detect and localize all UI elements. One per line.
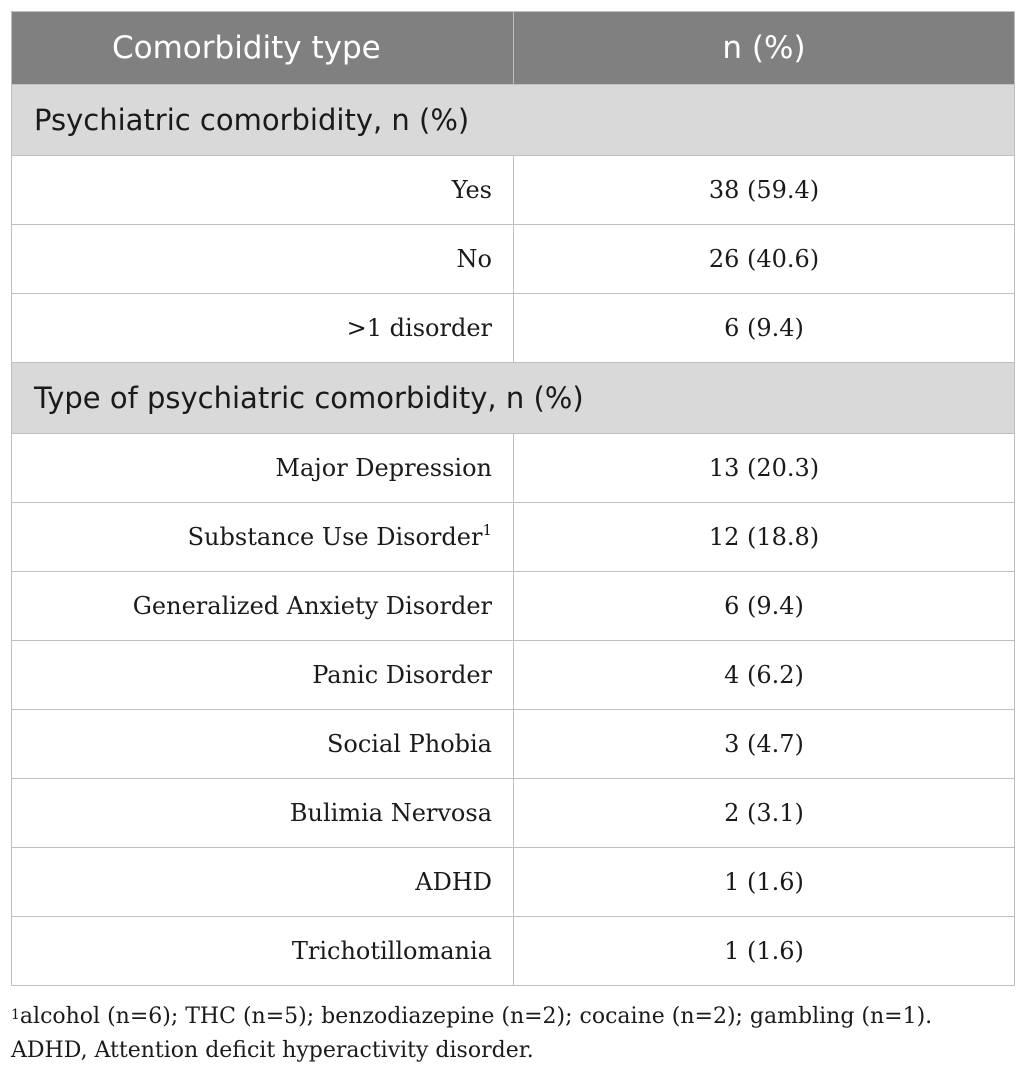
header-row [12,12,1015,85]
row-value: 26 (40.6) [514,225,1015,294]
row-label-with-footnote [12,503,514,572]
header-n-percent: n (%) [514,12,1015,85]
row-value: 13 (20.3) [514,434,1015,503]
table-row [12,503,1015,572]
row-label: Social Phobia [12,710,514,779]
table-footnotes [11,1000,1014,1068]
header-comorbidity-type: Comorbidity type [12,12,514,85]
row-label: Generalized Anxiety Disorder [12,572,514,641]
row-label: No [12,225,514,294]
footnote-text-substances: alcohol (n=6); THC (n=5); benzodiazepine (n=2); cocaine (n=2); gambling (n=1). [19,1004,933,1029]
section-title: Type of psychiatric comorbidity, n (%) [12,363,1015,434]
row-label: Yes [12,156,514,225]
row-value: 1 (1.6) [514,917,1015,986]
section-header-type-of-psychiatric-comorbidity [12,363,1015,434]
table-row [12,225,1015,294]
row-label: Trichotillomania [12,917,514,986]
table-row [12,294,1015,363]
section-header-psychiatric-comorbidity [12,85,1015,156]
row-value: 4 (6.2) [514,641,1015,710]
section-title: Psychiatric comorbidity, n (%) [12,85,1015,156]
table-row [12,156,1015,225]
table-row [12,434,1015,503]
row-label: >1 disorder [12,294,514,363]
row-label: Panic Disorder [12,641,514,710]
comorbidity-table [11,11,1015,986]
row-value: 2 (3.1) [514,779,1015,848]
row-value: 38 (59.4) [514,156,1015,225]
row-value: 12 (18.8) [514,503,1015,572]
footnote-line-1 [11,1000,1014,1034]
table-row [12,572,1015,641]
table-row [12,917,1015,986]
row-value: 1 (1.6) [514,848,1015,917]
row-label: Major Depression [12,434,514,503]
table-row [12,779,1015,848]
row-value: 6 (9.4) [514,572,1015,641]
row-label: Bulimia Nervosa [12,779,514,848]
footnote-marker: 1 [11,1007,20,1023]
row-value: 3 (4.7) [514,710,1015,779]
footnote-line-2: ADHD, Attention deficit hyperactivity disorder. [11,1038,534,1063]
row-value: 6 (9.4) [514,294,1015,363]
table-row [12,848,1015,917]
table-row [12,641,1015,710]
row-label-text: Substance Use Disorder [187,523,483,551]
row-label: ADHD [12,848,514,917]
table-row [12,710,1015,779]
footnote-marker: 1 [482,521,492,539]
